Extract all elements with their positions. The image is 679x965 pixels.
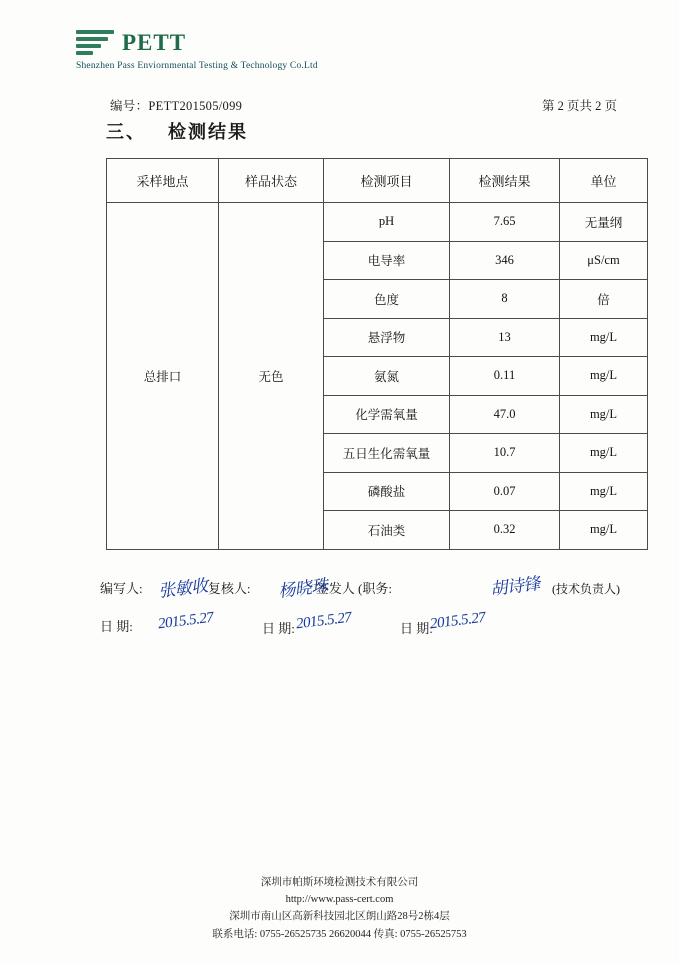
section-number: 三、 xyxy=(106,122,146,142)
footer-contact: 联系电话: 0755-26525735 26620044 传真: 0755-26525753 xyxy=(212,928,467,940)
pett-logo-icon xyxy=(76,28,114,58)
table-row xyxy=(107,203,648,242)
test-result: 7.65 xyxy=(450,203,560,242)
signature-row xyxy=(100,574,620,604)
signature-area xyxy=(100,574,620,642)
test-unit: 倍 xyxy=(560,280,648,319)
test-result: 47.0 xyxy=(450,395,560,434)
tech-lead-note: (技术负责人) xyxy=(552,582,620,596)
reviewer-label: 复核人: xyxy=(207,581,251,596)
date-row xyxy=(100,609,620,642)
table-header-row xyxy=(107,159,648,203)
issuer-signature: 胡诗锋 xyxy=(489,574,541,599)
test-result: 0.07 xyxy=(450,472,560,511)
test-item: 色度 xyxy=(324,280,450,319)
footer-company: 深圳市帕斯环境检测技术有限公司 xyxy=(260,876,419,888)
results-table-body xyxy=(107,203,648,550)
logo-subtitle: Shenzhen Pass Enviornmental Testing & Technology Co.Ltd xyxy=(76,61,318,71)
date-value-1: 2015.5.27 xyxy=(157,609,215,633)
footer-website[interactable]: http://www.pass-cert.com xyxy=(285,894,394,906)
test-item: 氨氮 xyxy=(324,357,450,396)
date-value-2: 2015.5.27 xyxy=(295,609,353,633)
test-item: pH xyxy=(324,203,450,242)
issuer-label: 签发人 (职务: xyxy=(315,581,392,596)
test-item: 石油类 xyxy=(324,511,450,550)
test-unit: mg/L xyxy=(560,511,648,550)
test-unit: mg/L xyxy=(560,395,648,434)
column-header-unit: 单位 xyxy=(560,159,648,203)
test-result: 0.32 xyxy=(450,511,560,550)
date-label-3: 日 期: xyxy=(400,621,433,636)
test-item: 电导率 xyxy=(324,241,450,280)
test-result: 0.11 xyxy=(450,357,560,396)
document-number-label: 编号： xyxy=(110,99,149,113)
test-unit: mg/L xyxy=(560,357,648,396)
test-unit: mg/L xyxy=(560,318,648,357)
test-item: 磷酸盐 xyxy=(324,472,450,511)
date-label-2: 日 期: xyxy=(262,621,295,636)
writer-signature: 张敏收 xyxy=(157,576,209,601)
sample-state-cell: 无色 xyxy=(219,203,324,550)
results-table-wrapper xyxy=(106,158,623,550)
test-result: 8 xyxy=(450,280,560,319)
date-label-1: 日 期: xyxy=(100,619,133,634)
results-table xyxy=(106,158,648,550)
column-header-result: 检测结果 xyxy=(450,159,560,203)
column-header-item: 检测项目 xyxy=(324,159,450,203)
logo-row xyxy=(76,28,406,58)
test-item: 悬浮物 xyxy=(324,318,450,357)
page-footer xyxy=(0,874,679,943)
test-item: 化学需氧量 xyxy=(324,395,450,434)
column-header-site: 采样地点 xyxy=(107,159,219,203)
test-unit: mg/L xyxy=(560,472,648,511)
section-title-text: 检测结果 xyxy=(168,122,248,142)
test-result: 13 xyxy=(450,318,560,357)
section-heading xyxy=(106,118,248,144)
reviewer-signature: 杨晓珠 xyxy=(277,576,329,601)
document-number xyxy=(110,96,242,114)
writer-label: 编写人: xyxy=(100,581,143,596)
logo-text: PETT xyxy=(122,30,187,55)
test-result: 10.7 xyxy=(450,434,560,473)
company-logo-block xyxy=(76,28,406,71)
date-value-3: 2015.5.27 xyxy=(429,609,487,633)
test-unit: mg/L xyxy=(560,434,648,473)
test-result: 346 xyxy=(450,241,560,280)
test-item: 五日生化需氧量 xyxy=(324,434,450,473)
document-number-value: PETT201505/099 xyxy=(148,99,243,113)
footer-address: 深圳市南山区高新科技园北区朗山路28号2栋4层 xyxy=(229,911,450,923)
test-unit: 无量纲 xyxy=(560,203,648,242)
column-header-sample-state: 样品状态 xyxy=(219,159,324,203)
sampling-site-cell: 总排口 xyxy=(107,203,219,550)
test-unit: μS/cm xyxy=(560,241,648,280)
page-indicator: 第 2 页共 2 页 xyxy=(541,99,617,113)
